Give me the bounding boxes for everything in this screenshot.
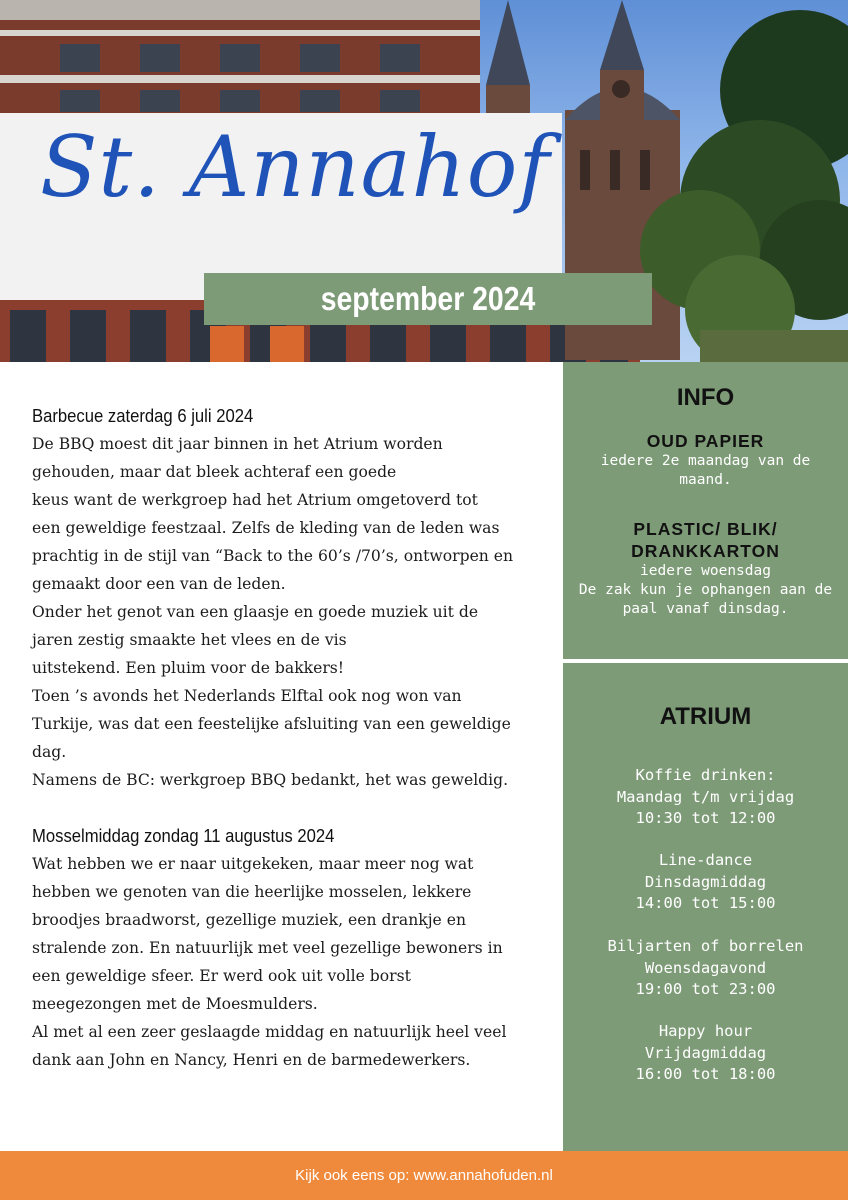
atrium-slot [563,1021,848,1086]
article-line: uitstekend. Een pluim voor de bakkers! [32,659,345,677]
info-panel [563,362,848,659]
slot-line: Woensdagavond [644,958,767,977]
slot-line: 10:30 tot 12:00 [635,809,776,827]
atrium-panel [563,663,848,1151]
info-item-oud-papier [563,430,848,490]
info-label: OUD PAPIER [646,431,765,451]
atrium-slot [563,850,848,915]
article-line: een geweldige sfeer. Er werd ook uit volle borst [32,967,411,985]
slot-line: 14:00 tot 15:00 [635,894,776,912]
info-item-plastic [563,518,848,619]
slot-line: 16:00 tot 18:00 [635,1065,776,1083]
article-line: De BBQ moest dit jaar binnen in het Atrium worden [32,435,443,453]
atrium-slot [563,936,848,1001]
article-body [32,850,532,1074]
issue-date: september 2024 [320,280,536,317]
article-line: Namens de BC: werkgroep BBQ bedankt, het was geweldig. [32,771,509,789]
article-line: Turkije, was dat een feestelijke afsluiting van een geweldige [32,715,511,733]
article-barbecue [32,402,532,794]
slot-line: Dinsdagmiddag [644,872,767,891]
slot-line: Biljarten of borrelen [607,937,804,955]
info-text: De zak kun je ophangen aan de [578,582,833,598]
article-line: stralende zon. En natuurlijk met veel gezellige bewoners in [32,939,503,957]
footer-website-link[interactable]: Kijk ook eens op: www.annahofuden.nl [295,1167,553,1184]
page-title: St. Annahof [40,118,551,216]
slot-line: Vrijdagmiddag [644,1043,767,1062]
info-text: iedere woensdag [640,563,771,579]
article-heading: Mosselmiddag zondag 11 augustus 2024 [32,825,335,846]
article-heading: Barbecue zaterdag 6 juli 2024 [32,405,254,426]
article-line: keus want de werkgroep had het Atrium omgetoverd tot [32,491,478,509]
article-line: Wat hebben we er naar uitgekeken, maar meer nog wat [32,855,474,873]
article-line: gehouden, maar dat bleek achteraf een goede [32,463,397,481]
info-heading: INFO [676,384,735,411]
slot-line: Happy hour [658,1022,753,1040]
article-mosselmiddag [32,822,532,1074]
atrium-slot [563,765,848,830]
article-line: dank aan John en Nancy, Henri en de barmedewerkers. [32,1051,471,1069]
slot-line: Koffie drinken: [635,766,776,784]
info-label: DRANKKARTON [631,541,780,561]
article-line: broodjes braadworst, gezellige muziek, een drankje en [32,911,466,929]
info-text: maand. [679,472,732,488]
info-text: paal vanaf dinsdag. [622,601,789,617]
info-text: iedere 2e maandag van de [600,453,811,469]
article-line: hebben we genoten van die heerlijke mosselen, lekkere [32,883,472,901]
article-line: prachtig in de stijl van “Back to the 60’s /70’s, ontworpen en [32,547,514,565]
article-line: meegezongen met de Moesmulders. [32,995,318,1013]
info-label: PLASTIC/ BLIK/ [633,519,778,539]
article-line: Toen ’s avonds het Nederlands Elftal ook nog won van [32,687,462,705]
footer-bar [0,1151,848,1200]
slot-line: Line-dance [658,851,753,869]
article-line: gemaakt door een van de leden. [32,575,286,593]
article-line: dag. [32,743,67,761]
article-body [32,430,532,794]
date-banner [204,273,652,325]
slot-line: 19:00 tot 23:00 [635,980,776,998]
article-line: Onder het genot van een glaasje en goede muziek uit de [32,603,479,621]
article-column [32,402,532,1102]
article-line: Al met al een zeer geslaagde middag en natuurlijk heel veel [32,1023,507,1041]
slot-line: Maandag t/m vrijdag [616,787,795,806]
atrium-heading: ATRIUM [659,703,752,730]
article-line: jaren zestig smaakte het vlees en de vis [32,631,347,649]
article-line: een geweldige feestzaal. Zelfs de kleding van de leden was [32,519,500,537]
